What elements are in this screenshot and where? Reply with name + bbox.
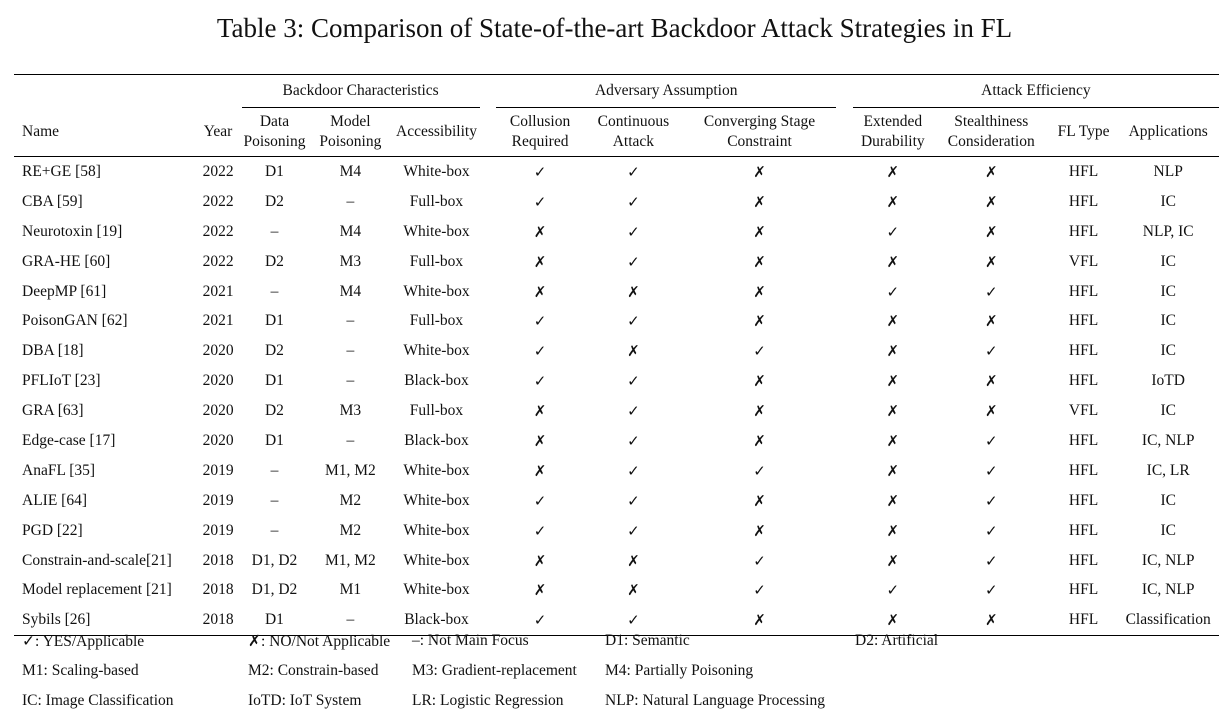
col-data-poisoning: Data Poisoning (242, 108, 308, 157)
cell-name: Neurotoxin [19] (22, 222, 123, 240)
col-name: Name (14, 108, 194, 157)
cell-accessibility: White-box (403, 461, 470, 479)
cell-year: 2018 (202, 551, 234, 569)
cell-stealthiness: ✗ (984, 402, 998, 421)
cell-name: GRA [63] (22, 402, 84, 420)
cell-applications: IC (1160, 402, 1176, 420)
cell-fl-type: HFL (1068, 372, 1099, 390)
cell-durability: ✗ (886, 372, 900, 391)
cell-stealthiness: ✓ (984, 461, 998, 480)
cell-durability: ✗ (886, 551, 900, 570)
cell-model-poisoning: M1 (339, 581, 362, 599)
cell-model-poisoning: M4 (339, 282, 362, 300)
cell-collusion: ✓ (533, 491, 547, 510)
cell-applications: IC (1160, 282, 1176, 300)
cell-year: 2022 (202, 162, 234, 180)
table-row (14, 157, 1219, 187)
cell-collusion: ✗ (533, 222, 547, 241)
legend-m3: M3: Gradient-replacement (412, 662, 577, 679)
cell-applications: Classification (1125, 611, 1211, 629)
legend-yes: ✓: YES/Applicable (22, 633, 145, 650)
legend-d2: D2: Artificial (855, 632, 939, 649)
table-row (14, 575, 1219, 605)
cell-accessibility: Black-box (404, 372, 469, 390)
cell-model-poisoning: M3 (339, 252, 362, 270)
legend-m2: M2: Constrain-based (248, 662, 379, 679)
table-row (14, 456, 1219, 486)
cell-fl-type: HFL (1068, 192, 1099, 210)
cell-fl-type: HFL (1068, 581, 1099, 599)
cell-applications: NLP, IC (1142, 222, 1194, 240)
cell-continuous: ✓ (627, 192, 640, 211)
cell-continuous: ✓ (627, 611, 640, 630)
cell-continuous: ✓ (627, 252, 640, 271)
cell-data-poisoning: – (270, 491, 279, 509)
cell-converging: ✓ (753, 581, 766, 600)
cell-collusion: ✓ (533, 342, 547, 361)
group-adversary-assumption: Adversary Assumption (496, 75, 836, 108)
cell-continuous: ✗ (627, 551, 640, 570)
cell-applications: IC (1160, 312, 1176, 330)
group-attack-efficiency: Attack Efficiency (853, 75, 1219, 108)
cell-name: GRA-HE [60] (22, 252, 111, 270)
cell-collusion: ✗ (533, 551, 547, 570)
cell-accessibility: Full-box (409, 402, 464, 420)
cell-model-poisoning: – (346, 342, 355, 360)
cell-data-poisoning: D1 (264, 312, 284, 330)
cell-accessibility: Full-box (409, 192, 464, 210)
cell-accessibility: Black-box (404, 431, 469, 449)
cell-model-poisoning: M4 (339, 162, 362, 180)
cell-accessibility: White-box (403, 521, 470, 539)
cell-converging: ✗ (753, 312, 766, 331)
cell-durability: ✓ (886, 581, 900, 600)
cell-stealthiness: ✗ (984, 372, 998, 391)
cell-name: Constrain-and-scale[21] (22, 551, 172, 569)
col-applications: Applications (1117, 108, 1219, 157)
cell-name: DBA [18] (22, 342, 84, 360)
cell-converging: ✗ (753, 402, 766, 421)
col-converging-constraint: Converging Stage Constraint (683, 108, 837, 157)
cell-model-poisoning: M3 (339, 402, 362, 420)
cell-collusion: ✓ (533, 162, 547, 181)
cell-data-poisoning: D2 (264, 192, 284, 210)
table-row (14, 247, 1219, 277)
col-fl-type: FL Type (1050, 108, 1118, 157)
cell-model-poisoning: M4 (339, 222, 362, 240)
cell-continuous: ✓ (627, 461, 640, 480)
cell-durability: ✗ (886, 192, 900, 211)
cell-model-poisoning: M2 (339, 521, 362, 539)
legend-dash: –: Not Main Focus (412, 632, 529, 649)
cell-stealthiness: ✓ (984, 491, 998, 510)
cell-model-poisoning: – (346, 312, 355, 330)
cell-name: CBA [59] (22, 192, 83, 210)
cell-stealthiness: ✗ (984, 611, 998, 630)
cell-converging: ✗ (753, 521, 766, 540)
cell-model-poisoning: – (346, 192, 355, 210)
cell-year: 2019 (202, 491, 234, 509)
cell-stealthiness: ✓ (984, 431, 998, 450)
cell-year: 2021 (202, 282, 234, 300)
cell-year: 2019 (202, 521, 234, 539)
cell-data-poisoning: – (270, 521, 279, 539)
cell-stealthiness: ✗ (984, 192, 998, 211)
cell-continuous: ✗ (627, 342, 640, 361)
cell-data-poisoning: D1, D2 (251, 551, 298, 569)
group-header-row (14, 75, 1219, 108)
cell-year: 2022 (202, 192, 234, 210)
cell-fl-type: HFL (1068, 611, 1099, 629)
cell-converging: ✗ (753, 162, 766, 181)
cell-durability: ✗ (886, 461, 900, 480)
cell-continuous: ✗ (627, 282, 640, 301)
cell-collusion: ✗ (533, 431, 547, 450)
cell-durability: ✗ (886, 162, 900, 181)
cell-continuous: ✓ (627, 222, 640, 241)
table-row (14, 217, 1219, 247)
table-row (14, 277, 1219, 307)
cell-converging: ✓ (753, 551, 766, 570)
cell-fl-type: VFL (1068, 402, 1099, 420)
legend-lr: LR: Logistic Regression (412, 692, 564, 709)
col-extended-durability: Extended Durability (853, 108, 933, 157)
cell-name: PoisonGAN [62] (22, 312, 128, 330)
cell-fl-type: VFL (1068, 252, 1099, 270)
cell-applications: IC, NLP (1141, 431, 1195, 449)
table-row (14, 336, 1219, 366)
cell-stealthiness: ✓ (984, 342, 998, 361)
cell-continuous: ✓ (627, 162, 640, 181)
cell-converging: ✗ (753, 431, 766, 450)
table-caption: Table 3: Comparison of State-of-the-art Backdoor Attack Strategies in FL (216, 13, 1013, 43)
cell-name: DeepMP [61] (22, 282, 107, 300)
col-year: Year (194, 108, 241, 157)
cell-model-poisoning: – (346, 372, 355, 390)
column-header-row (14, 108, 1219, 157)
cell-fl-type: HFL (1068, 162, 1099, 180)
cell-data-poisoning: D1 (264, 431, 284, 449)
cell-year: 2020 (202, 342, 234, 360)
cell-data-poisoning: – (270, 222, 279, 240)
comparison-table (14, 74, 1219, 636)
cell-collusion: ✓ (533, 312, 547, 331)
cell-data-poisoning: D1 (264, 162, 284, 180)
legend-ic: IC: Image Classification (22, 692, 174, 709)
cell-accessibility: White-box (403, 282, 470, 300)
cell-fl-type: HFL (1068, 222, 1099, 240)
cell-fl-type: HFL (1068, 491, 1099, 509)
table-row (14, 516, 1219, 546)
col-accessibility: Accessibility (393, 108, 479, 157)
cell-accessibility: White-box (403, 162, 470, 180)
cell-converging: ✗ (753, 372, 766, 391)
cell-applications: IC, NLP (1141, 581, 1195, 599)
cell-year: 2022 (202, 222, 234, 240)
cell-applications: IC, LR (1146, 461, 1190, 479)
cell-applications: IC, NLP (1141, 551, 1195, 569)
cell-converging: ✓ (753, 461, 766, 480)
legend-iotd: IoTD: IoT System (248, 692, 362, 709)
col-model-poisoning: Model Poisoning (307, 108, 393, 157)
col-stealthiness: Stealthiness Consideration (933, 108, 1050, 157)
cell-data-poisoning: D1 (264, 611, 284, 629)
table-row (14, 187, 1219, 217)
cell-durability: ✗ (886, 521, 900, 540)
cell-stealthiness: ✓ (984, 581, 998, 600)
cell-name: ALIE [64] (22, 491, 87, 509)
cell-fl-type: HFL (1068, 521, 1099, 539)
cell-collusion: ✓ (533, 372, 547, 391)
col-continuous-attack: Continuous Attack (584, 108, 682, 157)
cell-accessibility: White-box (403, 551, 470, 569)
cell-data-poisoning: D2 (264, 402, 284, 420)
legend-d1: D1: Semantic (605, 632, 690, 649)
cell-accessibility: White-box (403, 581, 470, 599)
cell-continuous: ✗ (627, 581, 640, 600)
cell-name: RE+GE [58] (22, 162, 101, 180)
cell-model-poisoning: M1, M2 (324, 551, 376, 569)
cell-fl-type: HFL (1068, 342, 1099, 360)
table-row (14, 396, 1219, 426)
cell-year: 2020 (202, 431, 234, 449)
cell-collusion: ✗ (533, 461, 547, 480)
cell-continuous: ✓ (627, 312, 640, 331)
cell-data-poisoning: D2 (264, 342, 284, 360)
cell-collusion: ✗ (533, 252, 547, 271)
cell-collusion: ✓ (533, 192, 547, 211)
cell-year: 2020 (202, 372, 234, 390)
cell-converging: ✗ (753, 491, 766, 510)
cell-fl-type: HFL (1068, 312, 1099, 330)
cell-fl-type: HFL (1068, 431, 1099, 449)
cell-model-poisoning: – (346, 431, 355, 449)
cell-converging: ✗ (753, 252, 766, 271)
cell-year: 2020 (202, 402, 234, 420)
cell-applications: IC (1160, 521, 1176, 539)
cell-collusion: ✗ (533, 402, 547, 421)
cell-model-poisoning: M2 (339, 491, 362, 509)
cell-year: 2018 (202, 611, 234, 629)
cell-data-poisoning: – (270, 461, 279, 479)
cell-model-poisoning: – (346, 611, 355, 629)
cell-data-poisoning: – (270, 282, 279, 300)
cell-model-poisoning: M1, M2 (324, 461, 376, 479)
table-row (14, 306, 1219, 336)
cell-fl-type: HFL (1068, 282, 1099, 300)
cell-converging: ✗ (753, 282, 766, 301)
cell-converging: ✗ (753, 222, 766, 241)
legend-no: ✗: NO/Not Applicable (248, 633, 391, 650)
cell-applications: IC (1160, 192, 1176, 210)
legend-nlp: NLP: Natural Language Processing (605, 692, 825, 709)
legend-m4: M4: Partially Poisoning (605, 662, 754, 679)
cell-data-poisoning: D1 (264, 372, 284, 390)
cell-continuous: ✓ (627, 521, 640, 540)
cell-year: 2021 (202, 312, 234, 330)
table-row (14, 546, 1219, 576)
cell-accessibility: Full-box (409, 312, 464, 330)
cell-accessibility: Black-box (404, 611, 469, 629)
cell-durability: ✗ (886, 431, 900, 450)
legend-m1: M1: Scaling-based (22, 662, 139, 679)
cell-durability: ✗ (886, 342, 900, 361)
cell-durability: ✗ (886, 402, 900, 421)
cell-name: Model replacement [21] (22, 581, 172, 599)
cell-collusion: ✓ (533, 611, 547, 630)
cell-continuous: ✓ (627, 402, 640, 421)
cell-fl-type: HFL (1068, 551, 1099, 569)
cell-durability: ✗ (886, 252, 900, 271)
cell-accessibility: Full-box (409, 252, 464, 270)
cell-year: 2022 (202, 252, 234, 270)
cell-name: PGD [22] (22, 521, 83, 539)
cell-collusion: ✗ (533, 282, 547, 301)
cell-collusion: ✓ (533, 521, 547, 540)
group-backdoor-characteristics: Backdoor Characteristics (242, 75, 480, 108)
cell-name: PFLIoT [23] (22, 372, 101, 390)
cell-continuous: ✓ (627, 431, 640, 450)
table-row (14, 366, 1219, 396)
cell-durability: ✓ (886, 222, 900, 241)
cell-accessibility: White-box (403, 491, 470, 509)
cell-durability: ✗ (886, 312, 900, 331)
cell-accessibility: White-box (403, 342, 470, 360)
cell-year: 2018 (202, 581, 234, 599)
cell-durability: ✗ (886, 491, 900, 510)
cell-year: 2019 (202, 461, 234, 479)
cell-continuous: ✓ (627, 372, 640, 391)
cell-converging: ✗ (753, 611, 766, 630)
cell-applications: IC (1160, 342, 1176, 360)
cell-name: Edge-case [17] (22, 431, 116, 449)
cell-name: AnaFL [35] (22, 461, 96, 479)
table-row (14, 426, 1219, 456)
cell-data-poisoning: D1, D2 (251, 581, 298, 599)
cell-data-poisoning: D2 (264, 252, 284, 270)
cell-fl-type: HFL (1068, 461, 1099, 479)
cell-converging: ✗ (753, 192, 766, 211)
table-row (14, 486, 1219, 516)
cell-durability: ✗ (886, 611, 900, 630)
cell-converging: ✓ (753, 342, 766, 361)
cell-name: Sybils [26] (22, 611, 91, 629)
cell-stealthiness: ✗ (984, 162, 998, 181)
cell-continuous: ✓ (627, 491, 640, 510)
cell-stealthiness: ✓ (984, 282, 998, 301)
cell-accessibility: White-box (403, 222, 470, 240)
cell-collusion: ✗ (533, 581, 547, 600)
cell-applications: IC (1160, 252, 1176, 270)
col-collusion-required: Collusion Required (496, 108, 584, 157)
cell-durability: ✓ (886, 282, 900, 301)
cell-stealthiness: ✗ (984, 222, 998, 241)
cell-stealthiness: ✓ (984, 551, 998, 570)
cell-stealthiness: ✗ (984, 312, 998, 331)
cell-applications: IoTD (1151, 372, 1185, 390)
cell-applications: IC (1160, 491, 1176, 509)
cell-stealthiness: ✗ (984, 252, 998, 271)
cell-stealthiness: ✓ (984, 521, 998, 540)
cell-applications: NLP (1153, 162, 1183, 180)
